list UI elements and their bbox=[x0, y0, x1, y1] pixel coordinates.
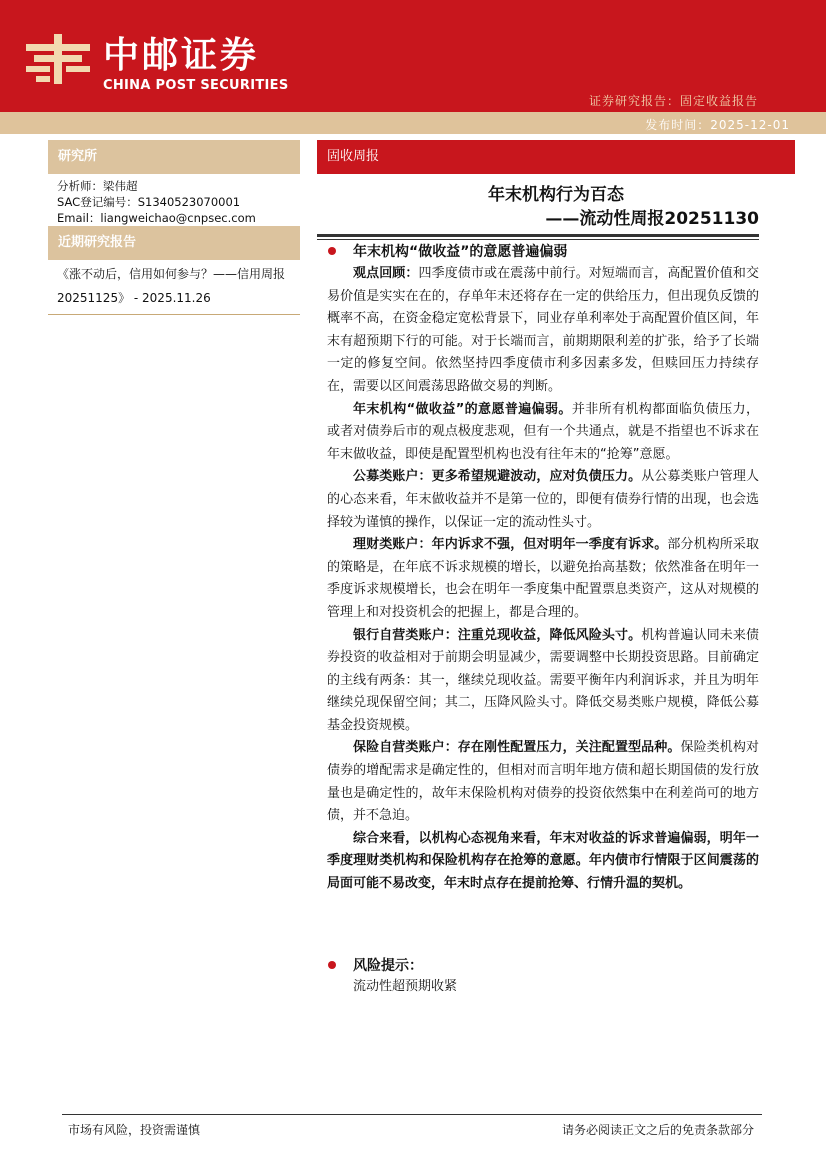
paragraph-lead: 公募类账户：更多希望规避波动，应对负债压力。 bbox=[353, 469, 642, 485]
report-subtitle: ——流动性周报20251130 bbox=[545, 209, 759, 229]
china-post-logo-icon bbox=[26, 34, 90, 84]
paragraph-text: 并非所有机构都面临负债压力，或者对债券后市的观点极度悲观，但有一个共通点，就是不指望也不诉求在年末做收益，即使是配置型机构也没有往年末的“抢筹”意愿。 bbox=[327, 401, 759, 462]
recent-report-link[interactable]: 《涨不动后，信用如何参与？——信用周报20251125》 - 2025.11.26 bbox=[57, 267, 286, 305]
paragraph-text: 机构普遍认同未来债券投资的收益相对于前期会明显减少，需要调整中长期投资思路。目前确定的主线有两条：其一，继续兑现收益。需要平衡年内利润诉求，并且为明年继续兑现保留空间；其二，压降风险头寸。降低交易类账户规模，降低公募基金投资规模。 bbox=[327, 627, 759, 733]
bullet-icon bbox=[328, 961, 336, 969]
bullet-icon bbox=[328, 247, 336, 255]
footer-right: 请务必阅读正文之后的免责条款部分 bbox=[561, 1123, 754, 1137]
analyst-name: 分析师：梁伟超 bbox=[57, 179, 138, 193]
analyst-email: Email：liangweichao@cnpsec.com bbox=[57, 211, 256, 225]
paragraph bbox=[327, 399, 759, 467]
paragraph bbox=[327, 263, 759, 399]
section-title: 年末机构“做收益”的意愿普遍偏弱 bbox=[353, 244, 568, 260]
footer-left: 市场有风险，投资需谨慎 bbox=[68, 1123, 201, 1137]
footer-rule bbox=[62, 1114, 762, 1115]
report-body bbox=[327, 263, 759, 896]
column-title: 固收周报 bbox=[317, 140, 795, 174]
brand-name-cn: 中邮证券 bbox=[103, 35, 260, 76]
analyst-sac: SAC登记编号：S1340523070001 bbox=[57, 195, 241, 209]
paragraph-lead: 观点回顾： bbox=[353, 266, 419, 281]
paragraph-text: 从公募类账户管理人的心态来看，年末做收益并不是第一位的，即便有债券行情的出现，也会选择较为谨慎的操作，以保证一定的流动性头寸。 bbox=[327, 469, 759, 530]
title-rule-thin bbox=[317, 239, 759, 240]
paragraph-lead: 保险自营类账户：存在刚性配置压力，关注配置型品种。 bbox=[353, 740, 681, 756]
report-title: 年末机构行为百态 bbox=[488, 185, 624, 205]
paragraph bbox=[327, 737, 759, 827]
report-category: 证券研究报告：固定收益报告 bbox=[588, 94, 758, 108]
date-bar bbox=[0, 112, 826, 134]
paragraph bbox=[327, 466, 759, 534]
sidebar-recent-title: 近期研究报告 bbox=[48, 226, 300, 260]
paragraph-lead: 理财类账户：年内诉求不强，但对明年一季度有诉求。 bbox=[353, 537, 668, 553]
paragraph-lead: 综合来看，以机构心态视角来看，年末对收益的诉求普遍偏弱，明年一季度理财类机构和保险机构存在抢筹的意愿。年内债市行情限于区间震荡的局面可能不易改变，年末时点存在提前抢筹、行情升温的契机。 bbox=[327, 830, 759, 892]
paragraph bbox=[327, 534, 759, 624]
paragraph-lead: 银行自营类账户：注重兑现收益，降低风险头寸。 bbox=[353, 627, 642, 643]
sidebar-institute-title: 研究所 bbox=[48, 140, 300, 174]
risk-title: 风险提示： bbox=[353, 958, 423, 974]
paragraph-text: 部分机构所采取的策略是，在年底不诉求规模的增长，以避免抬高基数；依然准备在明年一季度诉求规模增长，也会在明年一季度集中配置票息类资产，这从对规模的管理上和对投资机会的把握上，都是合理的。 bbox=[327, 537, 759, 620]
paragraph-text: 四季度债市或在震荡中前行。对短端而言，高配置价值和交易价值是实实在在的，存单年末还将存在一定的供给压力，但出现负反馈的概率不高，在资金稳定宽松背景下，同业存单利率处于高配置价值区间，年末有超预期下行的可能。对于长端而言，前期期限利差的扩张，给予了长端一定的修复空间。依然坚持四季度债市利多因素多发，但赎回压力持续存在，需要以区间震荡思路做交易的判断。 bbox=[327, 266, 759, 394]
brand-name-en: CHINA POST SECURITIES bbox=[103, 78, 289, 93]
risk-text: 流动性超预期收紧 bbox=[353, 979, 458, 994]
publish-date: 发布时间：2025-12-01 bbox=[645, 118, 790, 132]
paragraph bbox=[327, 828, 759, 896]
title-rule bbox=[317, 234, 759, 237]
paragraph-text: 保险类机构对债券的增配需求是确定性的，但相对而言明年地方债和超长期国债的发行放量也是确定性的，故年末保险机构对债券的投资依然集中在利差尚可的地方债，并不急迫。 bbox=[327, 740, 759, 824]
paragraph-lead: 年末机构“做收益”的意愿普遍偏弱。 bbox=[353, 401, 572, 417]
paragraph bbox=[327, 625, 759, 738]
header-banner bbox=[0, 0, 826, 112]
sidebar-divider bbox=[48, 314, 300, 315]
